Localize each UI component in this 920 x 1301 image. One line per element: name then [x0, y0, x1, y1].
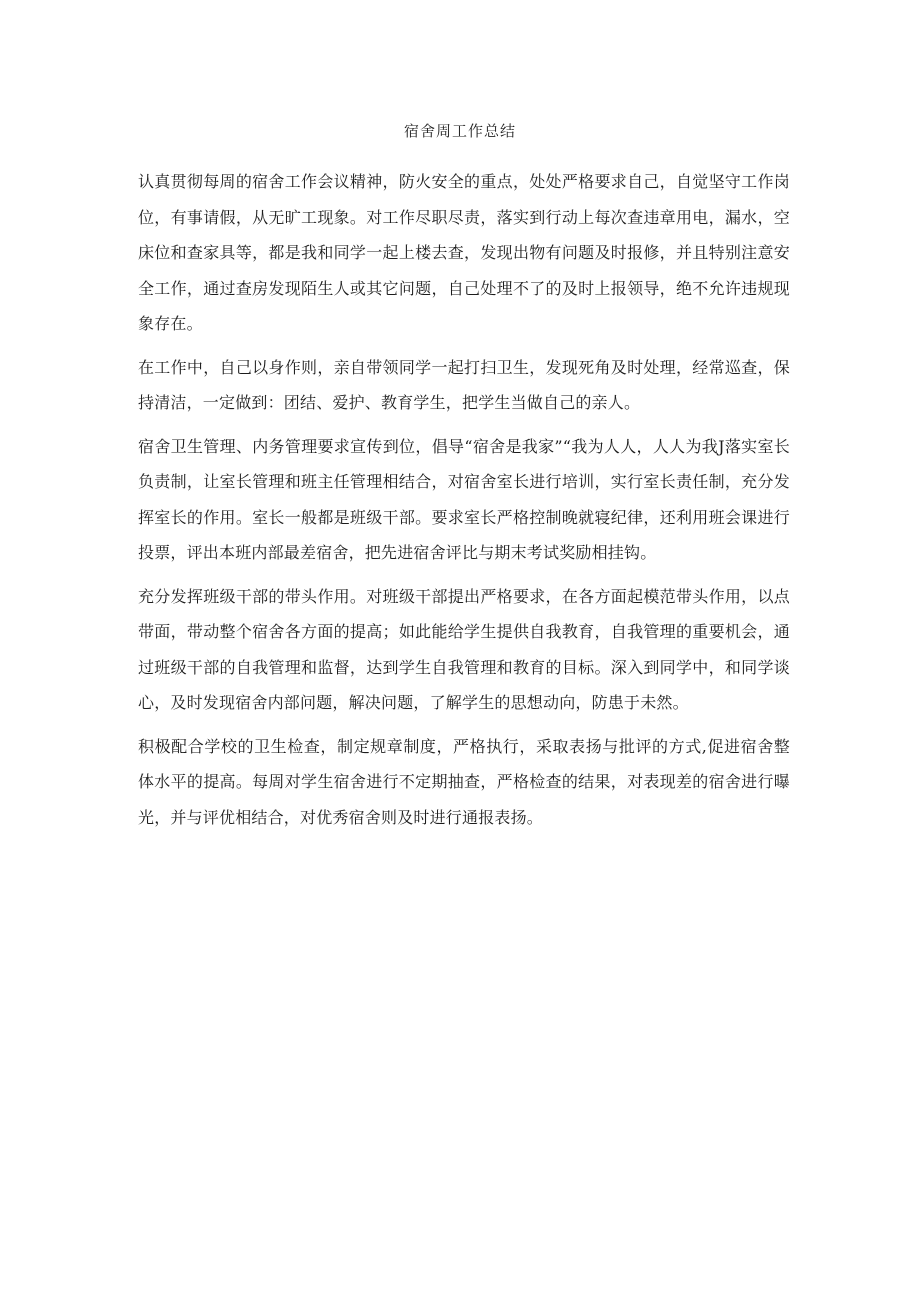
document-body	[138, 164, 790, 843]
document-title: 宿舍周工作总结	[403, 122, 516, 140]
paragraph-3: 宿舍卫生管理、内务管理要求宣传到位，倡导“宿舍是我家”“我为人人，人人为我J落实室长负责制，让室长管理和班主任管理相结合，对宿舍室长进行培训，实行室长责任制，充分发挥室长的作用。室长一般都是班级干部。要求室长严格控制晚就寝纪律，还利用班会课进行投票，评出本班内部最差宿舍，把先进宿舍评比与期末考试奖励相挂钩。	[138, 436, 790, 562]
paragraph-5: 积极配合学校的卫生检查，制定规章制度，严格执行，采取表扬与批评的方式,促进宿舍整体水平的提高。每周对学生宿舍进行不定期抽查，严格检查的结果，对表现差的宿舍进行曝光，并与评优相结合，对优秀宿舍则及时进行通报表扬。	[138, 736, 790, 827]
paragraph-2: 在工作中，自己以身作则，亲自带领同学一起打扫卫生，发现死角及时处理，经常巡查，保持清洁，一定做到：团结、爱护、教育学生，把学生当做自己的亲人。	[138, 357, 790, 412]
paragraph-1: 认真贯彻每周的宿舍工作会议精神，防火安全的重点，处处严格要求自己，自觉坚守工作岗位，有事请假，从无旷工现象。对工作尽职尽责，落实到行动上每次查违章用电，漏水，空床位和查家具等，都是我和同学一起上楼去查，发现出物有问题及时报修，并且特别注意安全工作，通过查房发现陌生人或其它问题，自己处理不了的及时上报领导，绝不允许违规现象存在。	[138, 172, 790, 333]
paragraph-4: 充分发挥班级干部的带头作用。对班级干部提出严格要求，在各方面起模范带头作用，以点带面，带动整个宿舍各方面的提高；如此能给学生提供自我教育，自我管理的重要机会，通过班级干部的自我管理和监督，达到学生自我管理和教育的目标。深入到同学中，和同学谈心，及时发现宿舍内部问题，解决问题，了解学生的思想动向，防患于未然。	[138, 586, 790, 712]
